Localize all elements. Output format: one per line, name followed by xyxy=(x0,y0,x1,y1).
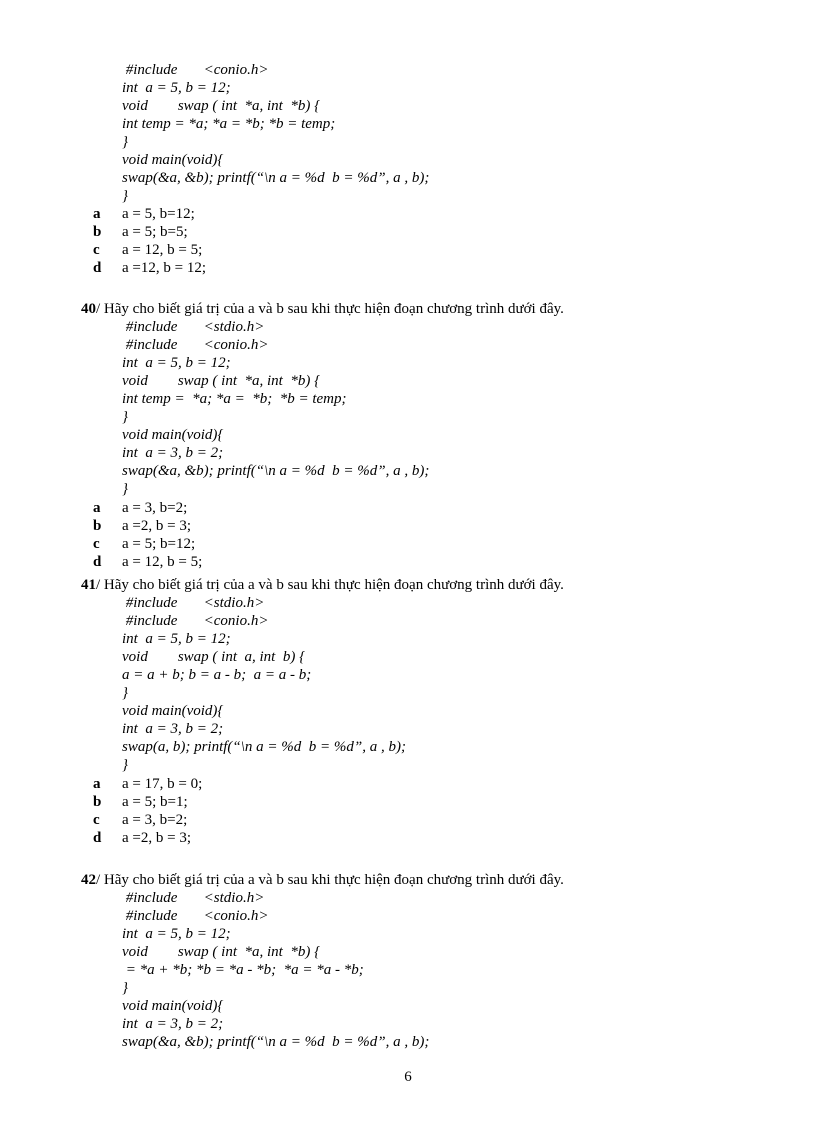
option-text-d: a =2, b = 3; xyxy=(122,830,191,846)
code-line: = *a + *b; *b = *a - *b; *a = *a - *b; xyxy=(122,962,364,978)
question-prompt xyxy=(81,871,564,889)
code-line: #include <conio.h> xyxy=(122,337,269,353)
option-text-a: a = 3, b=2; xyxy=(122,500,188,516)
question-number: 40 xyxy=(81,301,96,317)
code-line: } xyxy=(122,188,128,204)
option-text-c: a = 3, b=2; xyxy=(122,812,188,828)
code-line: void main(void){ xyxy=(122,427,224,443)
code-line: void swap ( int *a, int *b) { xyxy=(122,373,321,389)
code-line: void swap ( int a, int b) { xyxy=(122,649,306,665)
option-text-b: a = 5; b=1; xyxy=(122,794,188,810)
code-line: int a = 5, b = 12; xyxy=(122,631,231,647)
option-letter-c: c xyxy=(93,536,100,552)
code-line: #include <stdio.h> xyxy=(122,319,265,335)
code-line: int a = 5, b = 12; xyxy=(122,80,231,96)
code-line: #include <stdio.h> xyxy=(122,595,265,611)
option-text-b: a = 5; b=5; xyxy=(122,224,188,240)
option-letter-a: a xyxy=(93,500,101,516)
code-line: int a = 3, b = 2; xyxy=(122,445,224,461)
code-line: swap(&a, &b); printf(“\n a = %d b = %d”, a , b); xyxy=(122,170,430,186)
code-line: void main(void){ xyxy=(122,152,224,168)
code-line: int a = 3, b = 2; xyxy=(122,1016,224,1032)
option-letter-b: b xyxy=(93,794,102,810)
question-number: 41 xyxy=(81,577,96,593)
code-line: void swap ( int *a, int *b) { xyxy=(122,944,321,960)
code-line: swap(&a, &b); printf(“\n a = %d b = %d”, a , b); xyxy=(122,463,430,479)
option-text-a: a = 5, b=12; xyxy=(122,206,195,222)
question-prompt xyxy=(81,300,564,318)
option-text-d: a =12, b = 12; xyxy=(122,260,206,276)
question-text: / Hãy cho biết giá trị của a và b sau khi thực hiện đoạn chương trình dưới đây. xyxy=(96,872,564,888)
question-number: 42 xyxy=(81,872,96,888)
code-line: int a = 3, b = 2; xyxy=(122,721,224,737)
question-text: / Hãy cho biết giá trị của a và b sau khi thực hiện đoạn chương trình dưới đây. xyxy=(96,301,564,317)
code-line: } xyxy=(122,757,128,773)
option-text-c: a = 5; b=12; xyxy=(122,536,196,552)
code-line: #include <conio.h> xyxy=(122,908,269,924)
question-prompt xyxy=(81,576,564,594)
code-line: void main(void){ xyxy=(122,703,224,719)
code-line: int a = 5, b = 12; xyxy=(122,926,231,942)
code-line: } xyxy=(122,409,128,425)
option-letter-d: d xyxy=(93,554,102,570)
code-line: #include <conio.h> xyxy=(122,62,269,78)
code-line: #include <stdio.h> xyxy=(122,890,265,906)
code-line: void main(void){ xyxy=(122,998,224,1014)
option-text-a: a = 17, b = 0; xyxy=(122,776,203,792)
code-line: #include <conio.h> xyxy=(122,613,269,629)
question-text: / Hãy cho biết giá trị của a và b sau khi thực hiện đoạn chương trình dưới đây. xyxy=(96,577,564,593)
code-line: swap(a, b); printf(“\n a = %d b = %d”, a , b); xyxy=(122,739,406,755)
code-line: } xyxy=(122,481,128,497)
code-line: int a = 5, b = 12; xyxy=(122,355,231,371)
option-letter-c: c xyxy=(93,812,100,828)
code-line: } xyxy=(122,685,128,701)
option-letter-d: d xyxy=(93,830,102,846)
code-line: } xyxy=(122,134,128,150)
option-text-c: a = 12, b = 5; xyxy=(122,242,203,258)
code-line: int temp = *a; *a = *b; *b = temp; xyxy=(122,391,347,407)
option-letter-d: d xyxy=(93,260,102,276)
code-line: } xyxy=(122,980,128,996)
page-number: 6 xyxy=(404,1069,412,1085)
option-text-b: a =2, b = 3; xyxy=(122,518,191,534)
code-line: swap(&a, &b); printf(“\n a = %d b = %d”, a , b); xyxy=(122,1034,430,1050)
code-line: a = a + b; b = a - b; a = a - b; xyxy=(122,667,312,683)
option-letter-c: c xyxy=(93,242,100,258)
option-letter-a: a xyxy=(93,206,101,222)
option-letter-b: b xyxy=(93,224,102,240)
option-text-d: a = 12, b = 5; xyxy=(122,554,203,570)
code-line: void swap ( int *a, int *b) { xyxy=(122,98,321,114)
option-letter-b: b xyxy=(93,518,102,534)
option-letter-a: a xyxy=(93,776,101,792)
code-line: int temp = *a; *a = *b; *b = temp; xyxy=(122,116,336,132)
